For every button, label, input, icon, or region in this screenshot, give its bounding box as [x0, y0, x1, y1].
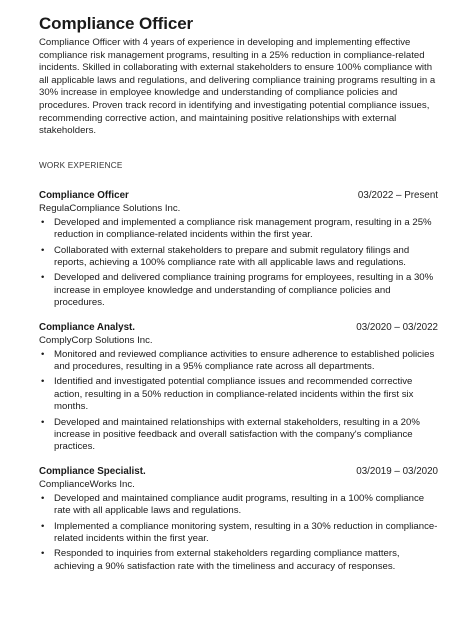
job-entry: [39, 466, 438, 573]
job-bullet: [39, 245, 438, 270]
job-bullet-text: Collaborated with external stakeholders to prepare and submit regulatory filings and reports, achieving a 100% compliance rate with all applicable laws and regulations.: [54, 244, 410, 268]
job-company: ComplianceWorks Inc.: [39, 478, 135, 490]
job-dates: 03/2019 – 03/2020: [356, 465, 438, 477]
job-dates: 03/2022 – Present: [357, 189, 438, 201]
job-entry: [39, 322, 438, 454]
job-bullet-text: Identified and investigated potential compliance issues and recommended corrective action, resulting in a 50% reduction in compliance-related incidents within the first six months.: [54, 376, 414, 413]
summary-paragraph: Compliance Officer with 4 years of experience in developing and implementing effective compliance risk management programs, resulting in a 25% reduction in compliance-related incidents. Skilled in collaborating with external stakeholders to ensure 100% compliance with all applicable laws and regulations, and delivering compliance training programs resulting in a 30% increase in employee knowledge and understanding of compliance policies and procedures. Proven track record in identifying and investigating potential compliance issues, recommending corrective action, and maintaining positive relationships with external stakeholders.: [39, 37, 436, 137]
job-bullet: [39, 417, 438, 454]
bullet-dot-icon: •: [41, 244, 45, 256]
job-bullet: [39, 376, 438, 413]
job-company: ComplyCorp Solutions Inc.: [39, 334, 153, 346]
job-company: RegulaCompliance Solutions Inc.: [39, 202, 181, 214]
job-header: [39, 466, 438, 477]
job-title: Compliance Officer: [39, 189, 129, 201]
job-bullet-text: Developed and maintained relationships with external stakeholders, resulting in a 20% increase in positive feedback and overall satisfaction with the company's compliance practices.: [54, 416, 420, 453]
job-dates: 03/2020 – 03/2022: [356, 321, 438, 333]
job-bullet-text: Implemented a compliance monitoring system, resulting in a 30% reduction in compliance-related incidents within the first year.: [54, 520, 438, 545]
job-bullet-text: Developed and delivered compliance training programs for employees, resulting in a 30% increase in employee knowledge and understanding of compliance policies and procedures.: [54, 272, 434, 309]
job-bullets: [39, 217, 438, 310]
bullet-dot-icon: •: [41, 548, 45, 560]
bullet-dot-icon: •: [41, 348, 45, 360]
bullet-dot-icon: •: [41, 376, 45, 388]
job-title: Compliance Specialist.: [39, 465, 146, 477]
bullet-dot-icon: •: [41, 416, 45, 428]
bullet-dot-icon: •: [41, 492, 45, 504]
job-bullet: [39, 493, 438, 518]
job-bullet: [39, 521, 438, 546]
job-bullets: [39, 493, 438, 573]
bullet-dot-icon: •: [41, 272, 45, 284]
section-heading-work-experience: WORK EXPERIENCE: [39, 160, 123, 170]
job-bullets: [39, 349, 438, 454]
job-bullet: [39, 217, 438, 242]
bullet-dot-icon: •: [41, 520, 45, 532]
job-header: [39, 322, 438, 333]
job-bullet-text: Developed and maintained compliance audit programs, resulting in a 100% compliance rate with all applicable laws and regulations.: [54, 492, 425, 517]
job-bullet: [39, 349, 438, 374]
resume-title: Compliance Officer: [39, 14, 194, 33]
job-entry: [39, 190, 438, 310]
bullet-dot-icon: •: [41, 216, 45, 228]
job-bullet-text: Developed and implemented a compliance risk management program, resulting in a 25% reduction in compliance-related incidents within the first year.: [54, 216, 432, 241]
job-bullet: [39, 272, 438, 309]
job-header: [39, 190, 438, 201]
work-experience-list: [39, 190, 438, 574]
job-bullet-text: Responded to inquiries from external stakeholders regarding compliance matters, achieving a 90% satisfaction rate with the timeliness and accuracy of responses.: [54, 548, 400, 572]
job-bullet-text: Monitored and reviewed compliance activities to ensure adherence to established policies and procedures, resulting in a 95% compliance rate across all departments.: [54, 348, 435, 372]
job-bullet: [39, 548, 438, 573]
job-title: Compliance Analyst.: [39, 321, 135, 333]
